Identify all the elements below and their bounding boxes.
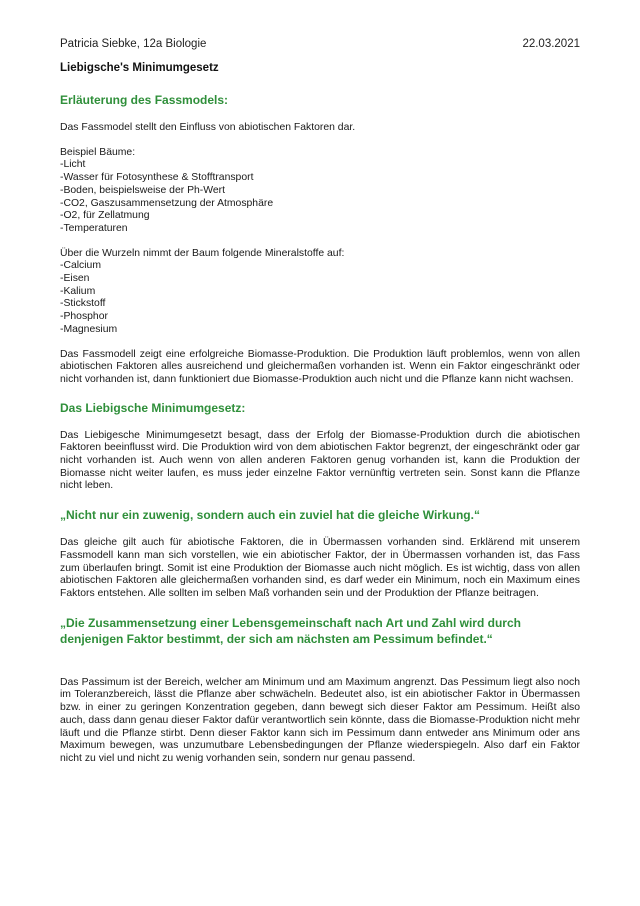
- document-title: Liebigsche's Minimumgesetz: [60, 62, 219, 74]
- list-item: -Kalium: [60, 285, 96, 297]
- list-item: -Wasser für Fotosynthese & Stofftransport: [60, 172, 254, 184]
- list-item: -CO2, Gaszusammensetzung der Atmosphäre: [60, 197, 274, 209]
- date-line: 22.03.2021: [522, 38, 580, 50]
- paragraph-fassmodel: Das Fassmodell zeigt eine erfolgreiche Biomasse-Produktion. Die Produktion läuft problemlos, wenn von allen abiotischen Faktoren alles ausreichend und gleichermaßen vorhanden ist. Wenn ein Faktor eingeschränkt oder nicht vorhanden ist, dann funktioniert due Biomasse-Produktion auch nicht und die Pflanze kann nicht wachsen.: [60, 348, 580, 385]
- list-baeume: [60, 147, 580, 236]
- list-item: -Stickstoff: [60, 298, 106, 310]
- list-title: Über die Wurzeln nimmt der Baum folgende Mineralstoffe auf:: [60, 247, 345, 259]
- paragraph-minimumgesetz: Das Liebigesche Minimumgesetzt besagt, dass der Erfolg der Biomasse-Produktion durch die abiotischen Faktoren beeinflusst wird. Die Produktion wird von dem abiotischen Faktor begrenzt, der eingeschränkt oder gar nicht vorhanden ist. Auch wenn von allen anderen Faktoren genug vorhanden ist, kann die Produktion der Biomasse nicht weiter laufen, es muss jeder einzelne Faktor vernünftig vertreten sein. Sonst kann die Pflanze nicht leben.: [60, 429, 580, 492]
- intro-text: Das Fassmodel stellt den Einfluss von abiotischen Faktoren dar.: [60, 122, 356, 133]
- paragraph-zuviel: Das gleiche gilt auch für abiotische Faktoren, die in Übermassen vorhanden sind. Erklärend mit unserem Fassmodell kann man sich vorstellen, wie ein abiotischer Faktor, der in Übermassen vorhanden ist, das Fass zum überlaufen bringt. Somit ist eine Produktion der Biomasse auch nicht möglich. Es ist wichtig, dass von allen abiotischen Faktoren alle gleichermaßen vorhanden sind, es darf weder ein Minimum, noch ein Maximum eines Faktors entstehen. Alle sollten im selben Maß vorhanden sein und der Produktion der Pflanze beitragen.: [60, 537, 580, 599]
- list-item: -Magnesium: [60, 323, 118, 335]
- list-item: -Calcium: [60, 260, 101, 272]
- author-line: Patricia Siebke, 12a Biologie: [60, 38, 207, 50]
- header-row: [60, 38, 580, 50]
- list-item: -O2, für Zellatmung: [60, 210, 150, 222]
- quote-heading-pessimum: „Die Zusammensetzung einer Lebensgemeinschaft nach Art und Zahl wird durch denjenigen Faktor bestimmt, der sich am nächsten am Pessimum befindet.“: [60, 615, 521, 646]
- list-mineralstoffe: [60, 248, 580, 337]
- list-title: Beispiel Bäume:: [60, 146, 136, 158]
- list-item: -Boden, beispielsweise der Ph-Wert: [60, 184, 225, 196]
- section-heading-minimumgesetz: Das Liebigsche Minimumgesetz:: [60, 400, 246, 415]
- list-item: -Eisen: [60, 273, 90, 285]
- section-heading-fassmodel: Erläuterung des Fassmodels:: [60, 93, 229, 107]
- paragraph-pessimum: Das Passimum ist der Bereich, welcher am Minimum und am Maximum angrenzt. Das Pessimum liegt also noch im Toleranzbereich, lässt die Pflanze aber schwächeln. Bedeutet also, ist ein abiotischer Faktor in Übermassen bzw. in einer zu geringen Konzentration gegeben, dann bewegt sich dieser Faktor am Pessimum. Heißt also auch, dass dann genau dieser Faktor dafür verantwortlich sein könnte, dass die Biomasse-Produktion nicht mehr läuft und die Pflanze stirbt. Denn dieser Faktor kann sich im Pessimum dann entweder ans Minimum oder ans Maximum bewegen, was unzumutbare Lebensbedingungen der Pflanze wiederspiegeln. Also darf ein Faktor nicht zu viel und nicht zu wenig vorhanden sein, sondern nur genau passend.: [60, 676, 580, 764]
- document-body: [60, 93, 580, 766]
- list-item: -Temperaturen: [60, 222, 128, 234]
- quote-heading-zuviel: „Nicht nur ein zuwenig, sondern auch ein zuviel hat die gleiche Wirkung.“: [60, 508, 480, 523]
- list-item: -Licht: [60, 159, 86, 171]
- list-item: -Phosphor: [60, 311, 108, 323]
